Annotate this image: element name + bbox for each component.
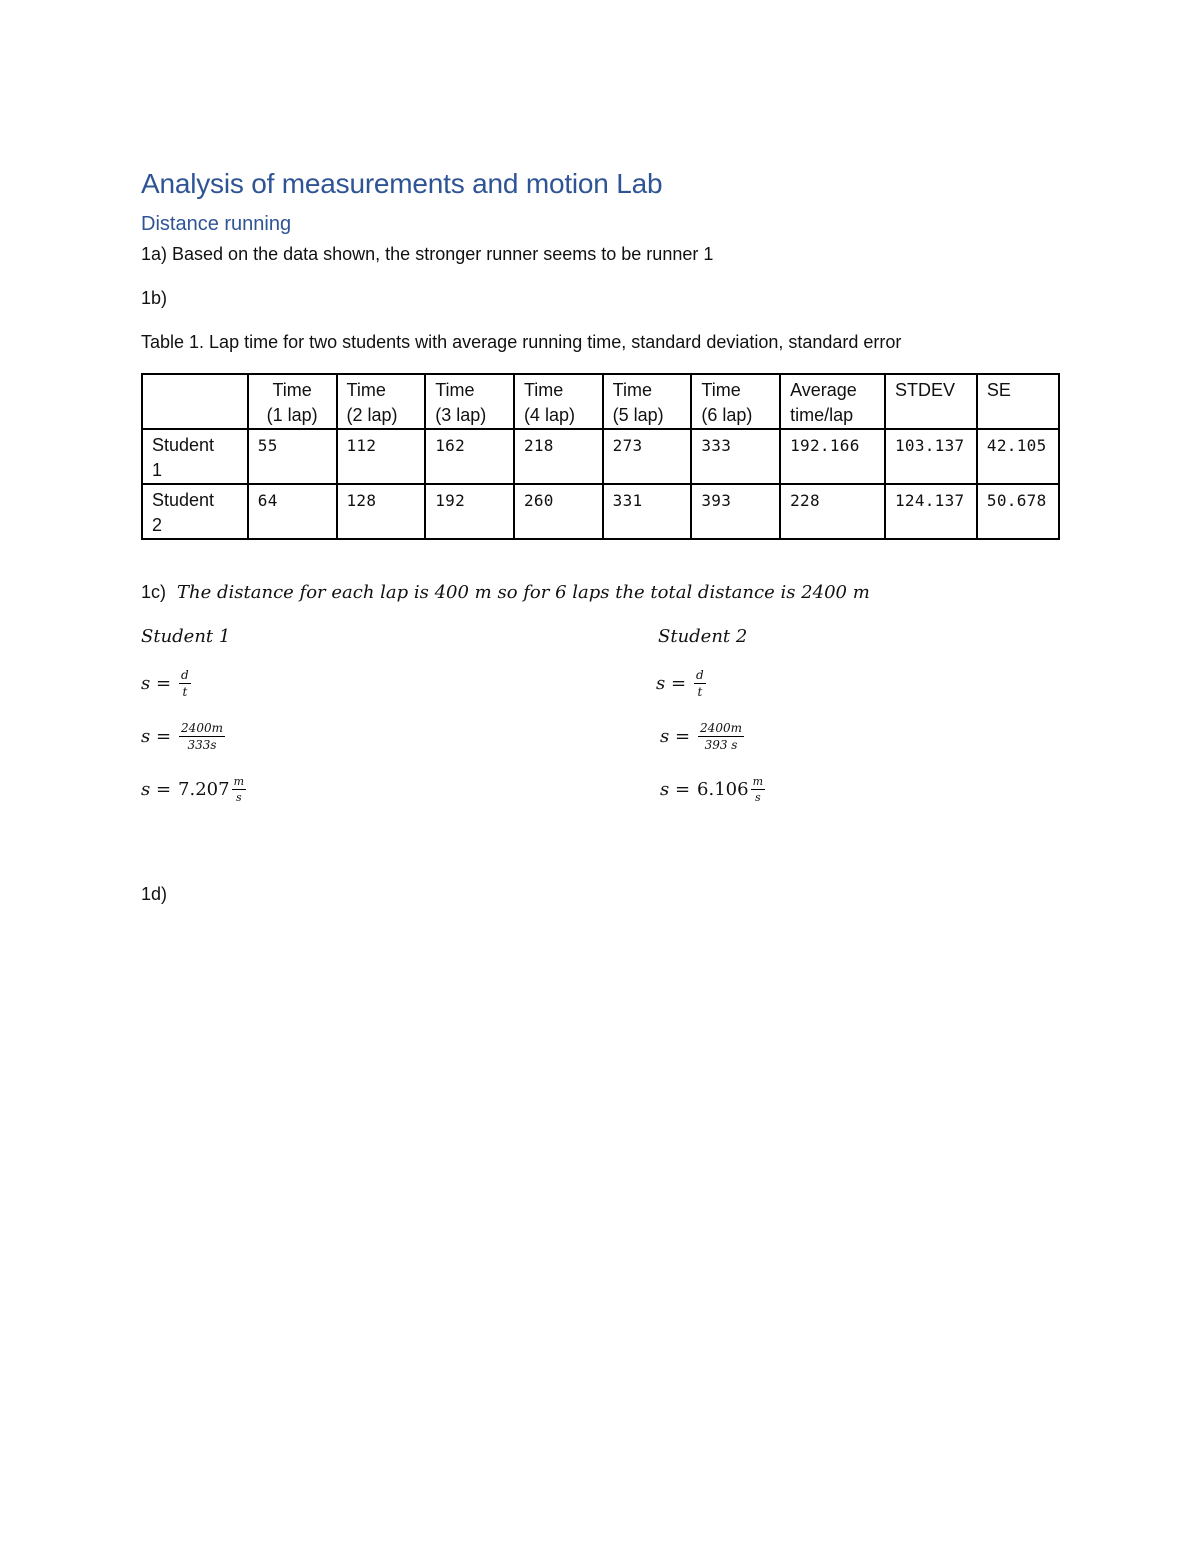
header-cell: Average time/lap — [780, 374, 885, 429]
answer-1c — [141, 582, 870, 603]
table-cell: 124.137 — [885, 484, 977, 539]
fraction: $\frac{2400m}{333s}$ — [181, 721, 223, 752]
student1-substitution: s = $\frac{2400m}{333s}$ — [141, 721, 223, 752]
answer-1d-label: 1d) — [141, 884, 168, 904]
student1-heading: Student 1 — [141, 626, 231, 647]
header-cell: Time (6 lap) — [691, 374, 780, 429]
document-title: Analysis of measurements and motion Lab — [141, 168, 663, 199]
student2-result: s = 6.106 $\frac{m}{s}$ — [660, 775, 764, 804]
section-heading: Distance running — [141, 213, 292, 235]
table-cell: 333 — [691, 429, 780, 484]
header-cell: Time (5 lap) — [603, 374, 692, 429]
answer-1a: 1a) Based on the data shown, the stronger runner seems to be runner 1 — [141, 244, 714, 264]
table-cell: 42.105 — [977, 429, 1059, 484]
table-cell: 228 — [780, 484, 885, 539]
table-cell: 128 — [337, 484, 426, 539]
table-cell: 260 — [514, 484, 603, 539]
fraction: $\frac{2400m}{393 s}$ — [700, 721, 742, 752]
header-cell — [142, 374, 248, 429]
answer-1c-text: The distance for each lap is 400 m so for 6 laps the total distance is 2400 m — [177, 582, 870, 603]
table-cell: 218 — [514, 429, 603, 484]
header-cell: STDEV — [885, 374, 977, 429]
student2-substitution: s = $\frac{2400m}{393 s}$ — [660, 721, 742, 752]
unit-fraction: $\frac{m}{s}$ — [752, 775, 764, 804]
table-cell: 162 — [425, 429, 514, 484]
answer-1c-label: 1c) — [141, 582, 167, 602]
header-cell: Time (2 lap) — [337, 374, 426, 429]
table-cell: 64 — [248, 484, 337, 539]
table-cell: 50.678 — [977, 484, 1059, 539]
answer-1b-label: 1b) — [141, 288, 168, 308]
header-cell: Time (4 lap) — [514, 374, 603, 429]
student1-result: s = 7.207 $\frac{m}{s}$ — [141, 775, 245, 804]
table-row — [142, 429, 1059, 484]
table-header-row — [142, 374, 1059, 429]
lap-time-table — [141, 373, 1060, 540]
table-cell: 103.137 — [885, 429, 977, 484]
table-cell: 331 — [603, 484, 692, 539]
table-row — [142, 484, 1059, 539]
table-cell: 192 — [425, 484, 514, 539]
row-label: Student 2 — [142, 484, 248, 539]
header-cell: Time (1 lap) — [248, 374, 337, 429]
header-cell: Time (3 lap) — [425, 374, 514, 429]
header-cell: SE — [977, 374, 1059, 429]
student2-speed-formula: s = $\frac{d}{t}$ — [656, 668, 704, 699]
student1-speed-formula: s = $\frac{d}{t}$ — [141, 668, 189, 699]
table-cell: 55 — [248, 429, 337, 484]
table-cell: 112 — [337, 429, 426, 484]
fraction: $\frac{d}{t}$ — [696, 668, 704, 699]
table-cell: 393 — [691, 484, 780, 539]
table-cell: 192.166 — [780, 429, 885, 484]
table-caption: Table 1. Lap time for two students with average running time, standard deviation, standard error — [141, 332, 902, 352]
table-cell: 273 — [603, 429, 692, 484]
unit-fraction: $\frac{m}{s}$ — [233, 775, 245, 804]
fraction: $\frac{d}{t}$ — [181, 668, 189, 699]
row-label: Student 1 — [142, 429, 248, 484]
student2-heading: Student 2 — [658, 626, 748, 647]
